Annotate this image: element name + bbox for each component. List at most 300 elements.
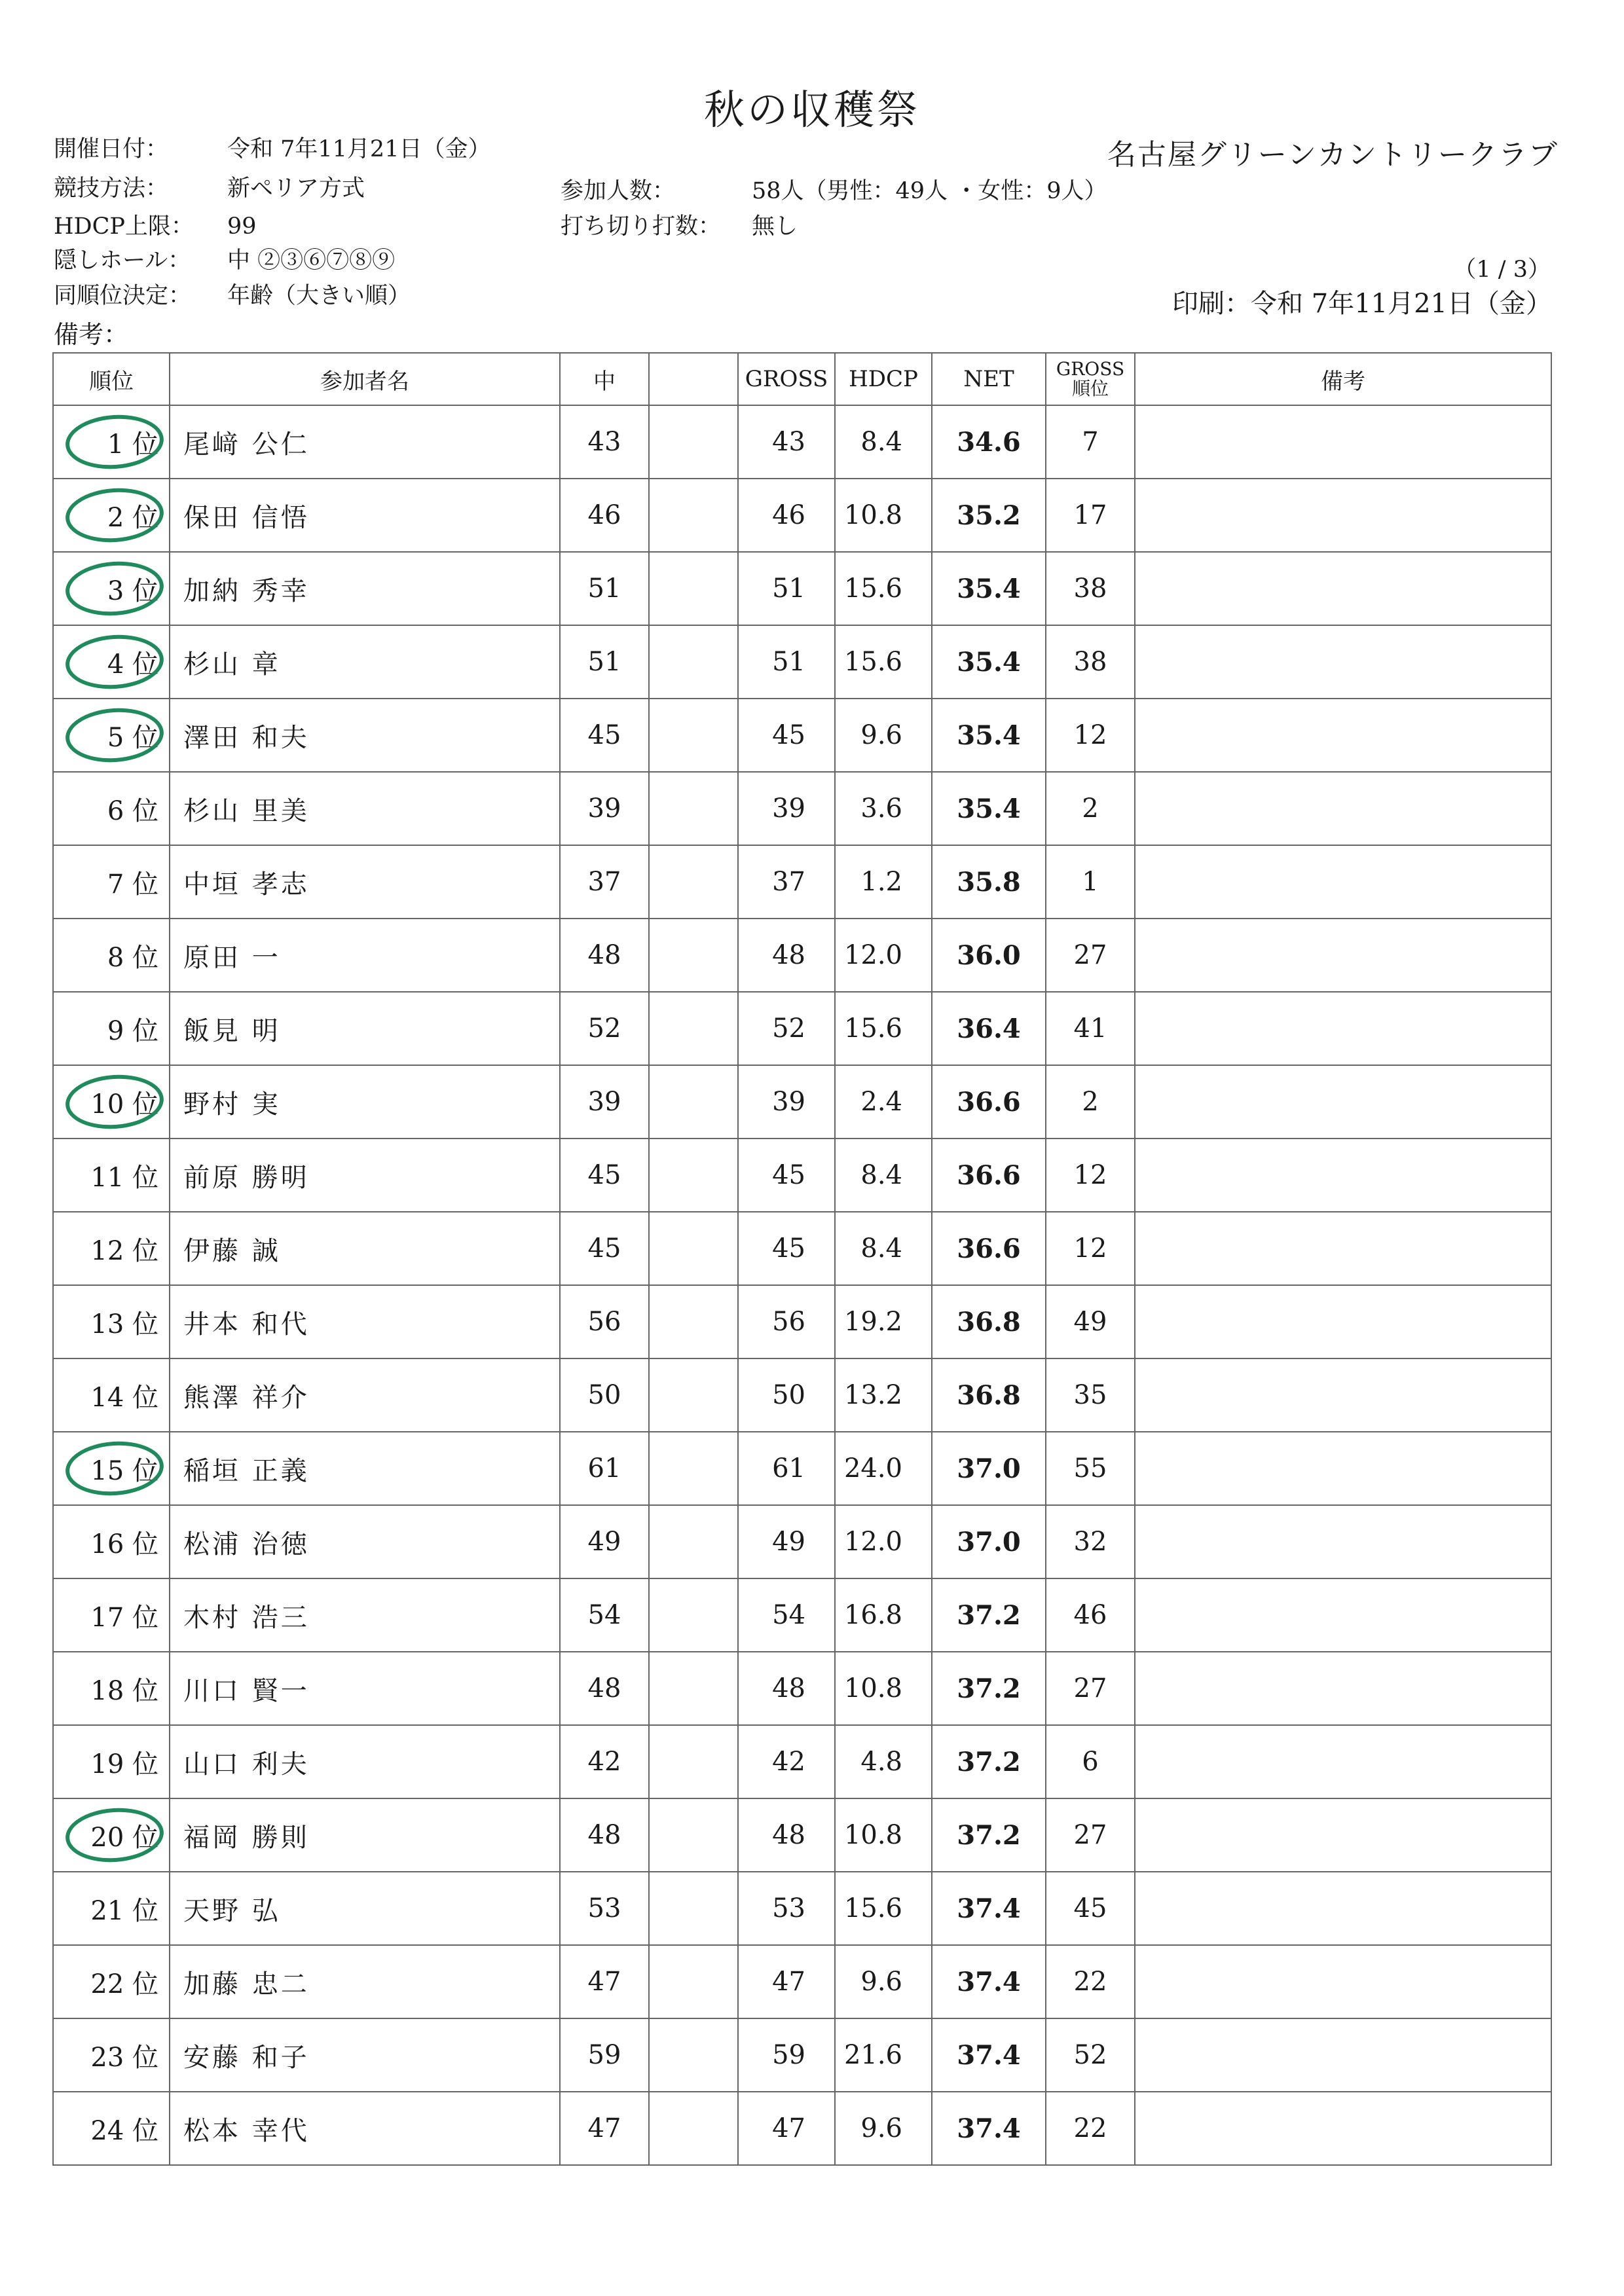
hdcp-cell-text: 15.6 xyxy=(843,1893,902,1923)
gross-cell xyxy=(738,772,835,845)
hdcp-cell xyxy=(835,1578,932,1652)
gross-cell xyxy=(738,919,835,992)
name-cell-text: 安藤 和子 xyxy=(183,2042,310,2073)
name-cell xyxy=(170,1652,560,1725)
gross-rank-cell xyxy=(1046,479,1135,552)
hdcp-cell-text: 9.6 xyxy=(860,2113,902,2143)
rank-cell-text: 14 位 xyxy=(90,1382,158,1413)
net-cell xyxy=(932,1578,1046,1652)
rank-cell xyxy=(53,845,170,919)
remarks-cell xyxy=(1135,1432,1551,1505)
table-row xyxy=(53,1872,1551,1945)
gross-cell xyxy=(738,405,835,479)
gross-rank-cell-text: 1 xyxy=(1082,867,1099,897)
hdcp-cell xyxy=(835,625,932,699)
header-rank: 順位 xyxy=(53,353,170,405)
gross-cell xyxy=(738,699,835,772)
gross-cell xyxy=(738,1578,835,1652)
net-cell xyxy=(932,1945,1046,2018)
net-cell-text: 36.6 xyxy=(957,1233,1021,1264)
rank-cell xyxy=(53,772,170,845)
gross-rank-cell-text: 27 xyxy=(1073,1820,1107,1850)
name-cell xyxy=(170,1798,560,1872)
gross-rank-cell-text: 32 xyxy=(1073,1527,1107,1557)
remarks-cell xyxy=(1135,1285,1551,1358)
name-cell-text: 川口 賢一 xyxy=(183,1675,310,1706)
table-row xyxy=(53,1798,1551,1872)
gross-rank-cell-text: 12 xyxy=(1073,1233,1107,1264)
net-cell-text: 36.6 xyxy=(957,1159,1021,1191)
hdcp-cell xyxy=(835,1358,932,1432)
circle-mark xyxy=(64,1072,165,1132)
net-cell xyxy=(932,1798,1046,1872)
meta-tie-rule xyxy=(54,278,411,310)
net-cell-text: 37.4 xyxy=(957,1893,1021,1924)
blank-cell xyxy=(649,699,738,772)
gross-rank-cell xyxy=(1046,2092,1135,2165)
net-cell-text: 36.8 xyxy=(957,1379,1021,1411)
gross-rank-cell xyxy=(1046,772,1135,845)
rank-cell-text: 6 位 xyxy=(107,795,158,826)
table-row xyxy=(53,405,1551,479)
header-remarks: 備考 xyxy=(1135,353,1551,405)
name-cell-text: 福岡 勝則 xyxy=(183,1822,310,1853)
naka-score-cell-text: 46 xyxy=(587,500,621,530)
gross-rank-cell xyxy=(1046,1652,1135,1725)
blank-cell xyxy=(649,1139,738,1212)
name-cell xyxy=(170,992,560,1065)
gross-rank-cell-text: 17 xyxy=(1073,500,1107,530)
circle-mark xyxy=(64,1438,165,1499)
table-row xyxy=(53,1285,1551,1358)
hdcp-cell-text: 3.6 xyxy=(860,793,902,824)
rank-cell xyxy=(53,1432,170,1505)
gross-cell-text: 48 xyxy=(772,940,805,970)
hdcp-cell-text: 21.6 xyxy=(843,2040,902,2070)
rank-cell-text: 11 位 xyxy=(90,1162,158,1193)
gross-cell xyxy=(738,992,835,1065)
meta-participants-label: 参加人数： xyxy=(561,178,676,204)
name-cell xyxy=(170,919,560,992)
name-cell xyxy=(170,2018,560,2092)
hdcp-cell xyxy=(835,1285,932,1358)
gross-rank-cell xyxy=(1046,1139,1135,1212)
hdcp-cell xyxy=(835,1065,932,1139)
net-cell-text: 36.8 xyxy=(957,1306,1021,1338)
name-cell xyxy=(170,1065,560,1139)
net-cell-text: 35.2 xyxy=(957,500,1021,531)
gross-cell xyxy=(738,1358,835,1432)
naka-score-cell xyxy=(560,1652,649,1725)
hdcp-cell xyxy=(835,552,932,625)
blank-cell xyxy=(649,1285,738,1358)
blank-cell xyxy=(649,845,738,919)
gross-cell-text: 51 xyxy=(772,574,805,604)
naka-score-cell-text: 48 xyxy=(587,940,621,970)
gross-rank-cell-text: 6 xyxy=(1082,1747,1099,1777)
meta-hidden-value: 中 ②③⑥⑦⑧⑨ xyxy=(227,247,396,274)
hdcp-cell xyxy=(835,992,932,1065)
gross-rank-cell-text: 2 xyxy=(1082,1087,1099,1117)
net-cell-text: 35.4 xyxy=(957,720,1021,751)
name-cell xyxy=(170,552,560,625)
hdcp-cell-text: 16.8 xyxy=(843,1600,902,1630)
naka-score-cell-text: 51 xyxy=(587,574,621,604)
gross-rank-cell-text: 45 xyxy=(1073,1893,1107,1923)
name-cell xyxy=(170,1358,560,1432)
meta-tie-label: 同順位決定： xyxy=(54,283,192,309)
name-cell-text: 原田 一 xyxy=(183,942,281,973)
rank-cell xyxy=(53,625,170,699)
gross-cell-text: 37 xyxy=(772,867,805,897)
net-cell-text: 37.2 xyxy=(957,1599,1021,1631)
club-name: 名古屋グリーンカントリークラブ xyxy=(1107,138,1559,172)
hdcp-cell-text: 15.6 xyxy=(843,574,902,604)
gross-cell xyxy=(738,2018,835,2092)
hdcp-cell-text: 9.6 xyxy=(860,720,902,750)
hdcp-cell-text: 9.6 xyxy=(860,1967,902,1997)
name-cell-text: 天野 弘 xyxy=(183,1895,281,1926)
gross-cell xyxy=(738,479,835,552)
gross-cell xyxy=(738,552,835,625)
meta-tie-value: 年齢（大きい順） xyxy=(227,283,411,309)
naka-score-cell xyxy=(560,1505,649,1578)
name-cell xyxy=(170,2092,560,2165)
rank-cell-text: 18 位 xyxy=(90,1675,158,1706)
naka-score-cell xyxy=(560,405,649,479)
table-row xyxy=(53,1725,1551,1798)
rank-cell xyxy=(53,1139,170,1212)
remarks-cell xyxy=(1135,1945,1551,2018)
table-row xyxy=(53,625,1551,699)
net-cell xyxy=(932,625,1046,699)
gross-cell-text: 59 xyxy=(772,2040,805,2070)
header-name: 参加者名 xyxy=(170,353,560,405)
net-cell xyxy=(932,1872,1046,1945)
gross-cell xyxy=(738,1945,835,2018)
naka-score-cell xyxy=(560,1065,649,1139)
net-cell xyxy=(932,772,1046,845)
hdcp-cell xyxy=(835,1798,932,1872)
blank-cell xyxy=(649,1725,738,1798)
gross-rank-cell xyxy=(1046,1285,1135,1358)
naka-score-cell-text: 52 xyxy=(587,1013,621,1044)
meta-hidden-holes xyxy=(54,242,395,275)
net-cell-text: 35.4 xyxy=(957,793,1021,824)
gross-cell xyxy=(738,1725,835,1798)
net-cell xyxy=(932,1505,1046,1578)
gross-rank-cell xyxy=(1046,1212,1135,1285)
gross-rank-cell xyxy=(1046,1945,1135,2018)
naka-score-cell-text: 61 xyxy=(587,1453,621,1484)
net-cell-text: 35.4 xyxy=(957,646,1021,678)
print-date: 印刷：令和 7年11月21日（金） xyxy=(1172,289,1552,319)
rank-cell-text: 12 位 xyxy=(90,1235,158,1266)
name-cell xyxy=(170,479,560,552)
naka-score-cell xyxy=(560,1872,649,1945)
hdcp-cell-text: 24.0 xyxy=(843,1453,902,1484)
rank-cell xyxy=(53,2092,170,2165)
meta-method-label: 競技方法： xyxy=(54,175,169,202)
naka-score-cell xyxy=(560,845,649,919)
gross-cell-text: 47 xyxy=(772,2113,805,2143)
rank-cell xyxy=(53,1285,170,1358)
hdcp-cell xyxy=(835,772,932,845)
remarks-cell xyxy=(1135,1798,1551,1872)
hdcp-cell xyxy=(835,845,932,919)
rank-cell xyxy=(53,552,170,625)
name-cell xyxy=(170,699,560,772)
rank-cell-text: 16 位 xyxy=(90,1529,158,1559)
gross-rank-cell-text: 27 xyxy=(1073,1673,1107,1704)
remarks-cell xyxy=(1135,1652,1551,1725)
naka-score-cell xyxy=(560,1798,649,1872)
net-cell-text: 37.0 xyxy=(957,1453,1021,1484)
rank-cell xyxy=(53,405,170,479)
naka-score-cell xyxy=(560,1212,649,1285)
rank-cell-text: 19 位 xyxy=(90,1749,158,1779)
net-cell xyxy=(932,2018,1046,2092)
gross-rank-cell-text: 12 xyxy=(1073,1160,1107,1190)
gross-cell-text: 45 xyxy=(772,720,805,750)
blank-cell xyxy=(649,1505,738,1578)
naka-score-cell-text: 50 xyxy=(587,1380,621,1410)
rank-cell-text: 9 位 xyxy=(107,1015,158,1046)
hdcp-cell-text: 12.0 xyxy=(843,940,902,970)
net-cell-text: 37.4 xyxy=(957,1966,1021,1997)
blank-cell xyxy=(649,919,738,992)
rank-cell-text: 17 位 xyxy=(90,1602,158,1633)
gross-rank-cell xyxy=(1046,1798,1135,1872)
rank-cell-text: 13 位 xyxy=(90,1309,158,1339)
name-cell xyxy=(170,1725,560,1798)
remarks-cell xyxy=(1135,1872,1551,1945)
gross-cell-text: 45 xyxy=(772,1233,805,1264)
hdcp-cell xyxy=(835,1505,932,1578)
naka-score-cell-text: 45 xyxy=(587,1233,621,1264)
gross-cell-text: 39 xyxy=(772,1087,805,1117)
name-cell-text: 山口 利夫 xyxy=(183,1749,310,1779)
naka-score-cell xyxy=(560,2018,649,2092)
table-row xyxy=(53,479,1551,552)
gross-cell-text: 45 xyxy=(772,1160,805,1190)
table-row xyxy=(53,919,1551,992)
blank-cell xyxy=(649,1065,738,1139)
meta-cutoff-value: 無し xyxy=(752,213,798,240)
remarks-cell xyxy=(1135,1578,1551,1652)
table-row xyxy=(53,1945,1551,2018)
gross-rank-cell-text: 7 xyxy=(1082,427,1099,457)
name-cell xyxy=(170,405,560,479)
naka-score-cell-text: 45 xyxy=(587,720,621,750)
meta-date-label: 開催日付： xyxy=(54,136,169,162)
gross-cell-text: 61 xyxy=(772,1453,805,1484)
gross-rank-cell-text: 22 xyxy=(1073,1967,1107,1997)
net-cell-text: 35.4 xyxy=(957,573,1021,604)
rank-cell xyxy=(53,1065,170,1139)
hdcp-cell-text: 12.0 xyxy=(843,1527,902,1557)
remarks-cell xyxy=(1135,479,1551,552)
meta-hdcp-value: 99 xyxy=(227,213,257,240)
name-cell xyxy=(170,1945,560,2018)
naka-score-cell xyxy=(560,1432,649,1505)
remarks-cell xyxy=(1135,625,1551,699)
hdcp-cell-text: 8.4 xyxy=(860,1160,902,1190)
naka-score-cell xyxy=(560,552,649,625)
gross-cell xyxy=(738,625,835,699)
document-title: 秋の収穫祭 xyxy=(703,86,920,134)
gross-rank-cell xyxy=(1046,1578,1135,1652)
blank-cell xyxy=(649,625,738,699)
gross-cell xyxy=(738,1652,835,1725)
naka-score-cell-text: 53 xyxy=(587,1893,621,1923)
table-row xyxy=(53,1212,1551,1285)
meta-remarks-label: 備考： xyxy=(54,320,129,349)
naka-score-cell xyxy=(560,1578,649,1652)
rank-cell xyxy=(53,919,170,992)
rank-cell xyxy=(53,479,170,552)
hdcp-cell-text: 10.8 xyxy=(843,500,902,530)
name-cell-text: 尾﨑 公仁 xyxy=(183,429,310,460)
gross-rank-cell xyxy=(1046,552,1135,625)
name-cell-text: 井本 和代 xyxy=(183,1309,310,1339)
remarks-cell xyxy=(1135,2018,1551,2092)
hdcp-cell xyxy=(835,1872,932,1945)
name-cell xyxy=(170,1139,560,1212)
net-cell xyxy=(932,699,1046,772)
header-gross-rank-line1: GROSS xyxy=(1056,358,1125,380)
net-cell-text: 35.8 xyxy=(957,866,1021,898)
rank-cell xyxy=(53,992,170,1065)
table-row xyxy=(53,772,1551,845)
table-row xyxy=(53,1065,1551,1139)
name-cell-text: 野村 実 xyxy=(183,1089,281,1120)
naka-score-cell-text: 59 xyxy=(587,2040,621,2070)
net-cell-text: 36.4 xyxy=(957,1013,1021,1044)
meta-hdcp xyxy=(54,208,257,241)
hdcp-cell xyxy=(835,1212,932,1285)
name-cell-text: 保田 信悟 xyxy=(183,502,310,533)
remarks-cell xyxy=(1135,552,1551,625)
rank-cell xyxy=(53,2018,170,2092)
name-cell xyxy=(170,772,560,845)
gross-rank-cell-text: 27 xyxy=(1073,940,1107,970)
net-cell-text: 36.0 xyxy=(957,939,1021,971)
remarks-cell xyxy=(1135,699,1551,772)
blank-cell xyxy=(649,772,738,845)
hdcp-cell-text: 19.2 xyxy=(843,1307,902,1337)
hdcp-cell-text: 15.6 xyxy=(843,647,902,677)
circle-mark xyxy=(64,1805,165,1865)
remarks-cell xyxy=(1135,1725,1551,1798)
remarks-cell xyxy=(1135,845,1551,919)
table-row xyxy=(53,1358,1551,1432)
net-cell-text: 37.2 xyxy=(957,1673,1021,1704)
gross-rank-cell xyxy=(1046,1725,1135,1798)
gross-cell-text: 47 xyxy=(772,1967,805,1997)
rank-cell-text: 1 位 xyxy=(107,429,158,460)
gross-rank-cell xyxy=(1046,699,1135,772)
name-cell-text: 澤田 和夫 xyxy=(183,722,310,753)
name-cell xyxy=(170,1505,560,1578)
gross-cell-text: 53 xyxy=(772,1893,805,1923)
gross-rank-cell xyxy=(1046,845,1135,919)
circle-mark xyxy=(64,705,165,765)
gross-rank-cell-text: 46 xyxy=(1073,1600,1107,1630)
hdcp-cell xyxy=(835,2092,932,2165)
net-cell xyxy=(932,1285,1046,1358)
naka-score-cell-text: 47 xyxy=(587,2113,621,2143)
name-cell xyxy=(170,1872,560,1945)
name-cell-text: 熊澤 祥介 xyxy=(183,1382,310,1413)
net-cell-text: 36.6 xyxy=(957,1086,1021,1118)
naka-score-cell-text: 54 xyxy=(587,1600,621,1630)
hdcp-cell xyxy=(835,1139,932,1212)
meta-participants xyxy=(561,173,1107,206)
name-cell-text: 松本 幸代 xyxy=(183,2115,310,2146)
hdcp-cell-text: 10.8 xyxy=(843,1673,902,1704)
header-hdcp: HDCP xyxy=(835,353,932,405)
table-row xyxy=(53,1432,1551,1505)
naka-score-cell-text: 47 xyxy=(587,1967,621,1997)
naka-score-cell-text: 49 xyxy=(587,1527,621,1557)
name-cell xyxy=(170,1212,560,1285)
net-cell xyxy=(932,1212,1046,1285)
naka-score-cell xyxy=(560,1139,649,1212)
rank-cell xyxy=(53,1652,170,1725)
table-row xyxy=(53,1139,1551,1212)
gross-rank-cell-text: 41 xyxy=(1073,1013,1107,1044)
blank-cell xyxy=(649,2018,738,2092)
gross-cell-text: 54 xyxy=(772,1600,805,1630)
blank-cell xyxy=(649,479,738,552)
name-cell-text: 杉山 章 xyxy=(183,649,281,680)
hdcp-cell xyxy=(835,699,932,772)
meta-date-value: 令和 7年11月21日（金） xyxy=(227,136,491,162)
meta-cutoff-label: 打ち切り打数： xyxy=(561,213,722,240)
rank-cell xyxy=(53,699,170,772)
rank-cell-text: 21 位 xyxy=(90,1895,158,1926)
net-cell xyxy=(932,1065,1046,1139)
net-cell xyxy=(932,845,1046,919)
hdcp-cell-text: 10.8 xyxy=(843,1820,902,1850)
gross-cell-text: 49 xyxy=(772,1527,805,1557)
naka-score-cell-text: 39 xyxy=(587,793,621,824)
gross-rank-cell xyxy=(1046,1505,1135,1578)
name-cell-text: 木村 浩三 xyxy=(183,1602,310,1633)
gross-cell-text: 50 xyxy=(772,1380,805,1410)
gross-rank-cell xyxy=(1046,625,1135,699)
naka-score-cell-text: 48 xyxy=(587,1673,621,1704)
header-blank xyxy=(649,353,738,405)
naka-score-cell-text: 39 xyxy=(587,1087,621,1117)
net-cell xyxy=(932,1652,1046,1725)
gross-rank-cell xyxy=(1046,1358,1135,1432)
net-cell-text: 34.6 xyxy=(957,426,1021,458)
header-gross-rank-line2: 順位 xyxy=(1071,378,1109,399)
net-cell xyxy=(932,1432,1046,1505)
gross-rank-cell-text: 35 xyxy=(1073,1380,1107,1410)
meta-participants-value: 58人（男性：49人 ・女性：9人） xyxy=(752,178,1107,204)
gross-cell xyxy=(738,1872,835,1945)
rank-cell-text: 10 位 xyxy=(90,1089,158,1120)
blank-cell xyxy=(649,1652,738,1725)
remarks-cell xyxy=(1135,992,1551,1065)
table-row xyxy=(53,992,1551,1065)
rank-cell xyxy=(53,1505,170,1578)
name-cell-text: 松浦 治徳 xyxy=(183,1529,310,1559)
remarks-cell xyxy=(1135,405,1551,479)
